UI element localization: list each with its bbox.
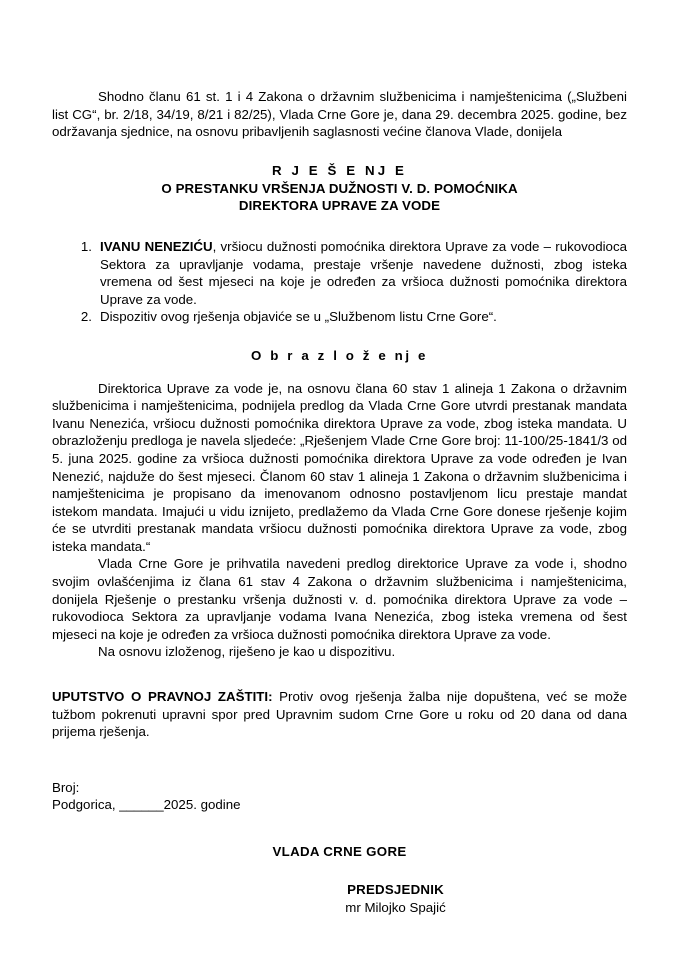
dispositive-list: [52, 238, 627, 326]
explanation-paragraphs: [52, 380, 627, 662]
document-meta: [52, 779, 627, 814]
list-item: [52, 238, 627, 308]
explanation-heading: O b r a z l o ž e nj e: [251, 347, 428, 363]
list-item-number: 2.: [80, 309, 92, 325]
explanation-paragraph-3: Na osnovu izloženog, riješeno je kao u dispozitivu.: [98, 644, 396, 660]
legal-notice-text: Protiv ovog rješenja žalba nije dopuštena, već se može tužbom pokrenuti upravni spor pred Upravnim sudom Crne Gore u roku od 20 dana od dana prijema rješenja.: [52, 689, 627, 740]
document-place-date: Podgorica, ______2025. godine: [52, 797, 241, 813]
document-title-block: [52, 162, 627, 215]
document-number-label: Broj:: [52, 779, 80, 795]
explanation-paragraph-1: Direktorica Uprave za vode je, na osnovu člana 60 stav 1 alineja 1 Zakona o državnim službenicima i namještenicima, podnijela predlog da Vlada Crne Gore utvrdi prestanak mandata Ivanu Nenezića, vršiocu dužnosti pomoćnika direktora Uprave za vode, zbog isteka mandata. U obrazloženju predloga je navela sljedeće: „Rješenjem Vlade Crne Gore broj: 11-100/25-1841/3 od 5. juna 2025. godine za vršioca dužnosti pomoćnika direktora Uprave za vode određen je Ivan Nenezić, najduže do šest mjeseci. Članom 60 stav 1 alineja 1 Zakona o državnim službenicima i namještenicima je propisano da imenovanom odnosno postavljenom licu prestaje mandat istekom mandata. Imajući u vidu iznijeto, predlažemo da Vlada Crne Gore donese rješenje kojim će se utvrditi prestanak mandata vršiocu dužnosti pomoćnika direktora Uprave za vode, zbog isteka mandata.“: [52, 380, 627, 554]
document-body: [52, 88, 627, 916]
list-item: [52, 308, 627, 326]
legal-notice-label: UPUTSTVO O PRAVNOJ ZAŠTITI:: [52, 689, 273, 705]
intro-paragraph: Shodno članu 61 st. 1 i 4 Zakona o državnim službenicima i namještenicima („Službeni list CG“, br. 2/18, 34/19, 8/21 i 82/25), Vlada Crne Gore je, dana 29. decembra 2025. godine, bez održavanja sjednice, na osnovu pribavljenih saglasnosti većine članova Vlade, donijela: [52, 89, 627, 140]
list-item-text: , vršiocu dužnosti pomoćnika direktora Uprave za vode – rukovodioca Sektora za upravljanje vodama, prestaje vršenje navedene dužnosti, zbog isteka vremena od šest mjeseci na koje je određen za vršioca dužnosti pomoćnika direktora Uprave za vode.: [100, 238, 627, 307]
document-title-main: R J E Š E NJ E: [271, 162, 408, 178]
document-title-line-1: O PRESTANKU VRŠENJA DUŽNOSTI V. D. POMOĆNIKA: [161, 180, 518, 196]
signature-role: PREDSJEDNIK: [347, 882, 444, 897]
document-title-line-2: DIREKTORA UPRAVE ZA VODE: [238, 198, 441, 214]
legal-notice: [52, 688, 627, 741]
explanation-paragraph-2: Vlada Crne Gore je prihvatila navedeni predlog direktorice Uprave za vode i, shodno svojim ovlašćenjima iz člana 61 stav 4 Zakona o državnim službenicima i namještenicima, donijela Rješenje o prestanku vršenja dužnosti v. d. pomoćnika direktora Uprave za vode – rukovodioca Sektora za upravljanje vodama Ivana Nenezića, zbog isteka vremena od šest mjeseci na koje je određen za vršioca dužnosti pomoćnika direktora Uprave za vode.: [52, 556, 627, 642]
list-item-number: 1.: [80, 238, 92, 254]
list-item-text: Dispozitiv ovog rješenja objaviće se u „Službenom listu Crne Gore“.: [100, 309, 497, 325]
signature-government: VLADA CRNE GORE: [272, 844, 407, 859]
signature-name: mr Milojko Spajić: [345, 899, 446, 915]
signature-block: [52, 844, 627, 916]
list-item-lead: IVANU NENEZIĆU: [100, 238, 213, 254]
signature-signer: [52, 881, 627, 916]
